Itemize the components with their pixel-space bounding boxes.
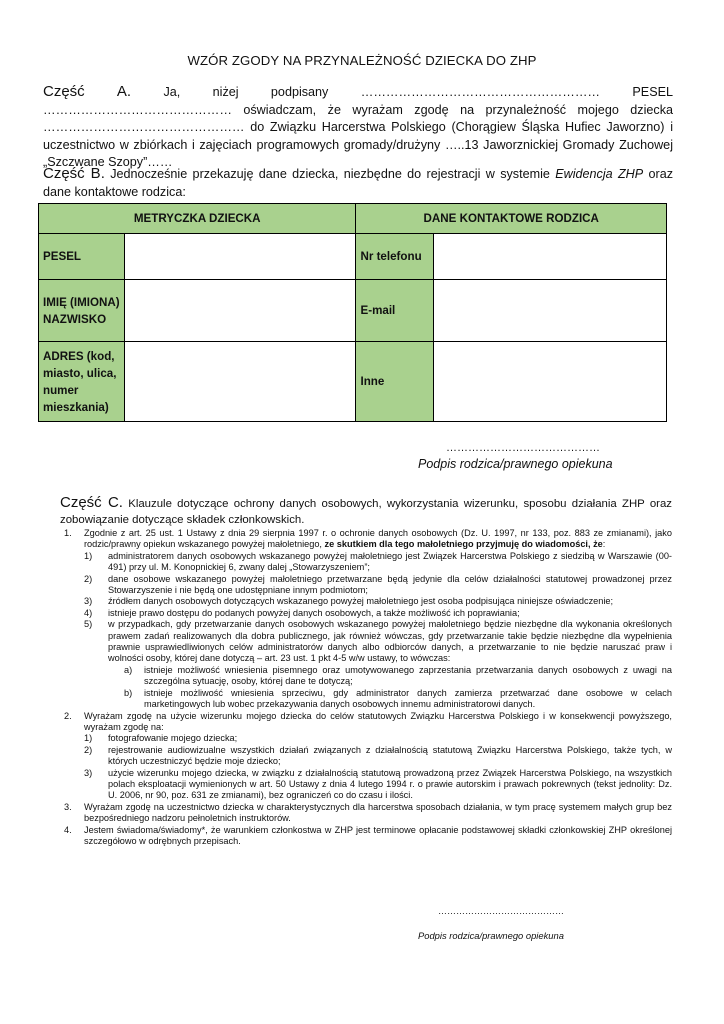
item-text: Wyrażam zgodę na użycie wizerunku mojego dziecka do celów statutowych Związku Harcerstwa Polskiego i w konsekwencji powyższego, wyrażam zgodę na: [84,710,672,732]
sub-text: w przypadkach, gdy przetwarzanie danych osobowych wskazanego powyżej małoletniego będzie niezbędne dla wykonania określonych prawem zadań realizowanych dla dobra publicznego, jak również wówczas, gdy przetwarzanie takie będzie niezbędne dla wypełnienia prawnie usprawiedliwionych celów administratorów danych albo odbiorców danych, a przetwarzanie to nie będzie naruszać praw i wolności osoby, której dane dotyczą – art. 23 ust. 1 pkt 4-5 w/w ustawy, to wówczas: [108,619,672,664]
data-table [38,203,667,422]
table-row [39,342,667,422]
signature-label-1: Podpis rodzica/prawnego opiekuna [418,457,613,471]
item-text: Zgodnie z art. 25 ust. 1 Ustawy z dnia 29 sierpnia 1997 r. o ochronie danych osobowych (Dz. U. 1997, nr 133, poz. 883 ze zmianami), jako rodzic/prawny opiekun wskazanego powyżej małoletniego, [84,528,672,550]
part-a [43,83,673,172]
part-c [60,495,672,528]
part-a-line1: Ja, niżej podpisany ………………………………………………… PESEL ……………………………………… oświadczam, [43,85,674,117]
list-item [60,528,672,711]
part-b-text-before: Jednocześnie przekazuję dane dziecka, niezbędne do rejestracji w systemie [104,167,556,181]
sub-text: fotografowanie mojego dziecka; [108,733,238,744]
part-c-text: Klauzule dotyczące ochrony danych osobowych, wykorzystania wizerunku, sposobu działania ZHP oraz zobowiązanie dotyczące składek członkowskich. [60,498,673,526]
sub-item [84,596,672,607]
sub-number: 2) [84,573,93,584]
table-row [39,234,667,280]
sub-number: 2) [84,744,93,755]
address-field[interactable] [124,342,356,422]
sub-text: istnieje możliwość wniesienia sprzeciwu, gdy administrator danych zamierza przetwarzać dane osobowe w celach marketingowych lub wobec przekazywania danych osobowych innemu administratorowi danych. [144,687,672,710]
sub-number: 1) [84,733,93,744]
sub-number: 3) [84,596,93,607]
name-field[interactable] [124,280,356,342]
sub-text: rejestrowanie audiowizualne wszystkich działań związanych z działalnością statutową Związku Harcerstwa Polskiego, także tych, w których uczestniczyć będzie moje dziecko; [108,744,672,767]
sub-sub-item [84,688,672,711]
list-item [60,711,672,802]
sub-item [84,768,672,802]
sub-item [84,619,672,665]
item-number: 2. [64,710,72,721]
email-field[interactable] [434,280,667,342]
item-text-after: : [602,539,606,550]
phone-field[interactable] [434,234,667,280]
sub-number: 3) [84,767,93,778]
part-b [43,165,673,201]
part-b-system-name: Ewidencja ZHP [555,167,644,181]
pesel-field[interactable] [124,234,356,280]
sub-number: a) [124,664,133,675]
part-a-text: że wyrażam zgodę na przynależność mojego dziecka ………………………………………… do Związku Harcerstwa Polskiego (Chorągiew Śląska Hufiec Jaworzno) i uczestnictwo w zbiórkach i zajęciach programowych gromady/drużyny …..13 Jaworznickiej Gromady Zuchowej „Szczwane Szopy”…… [43,102,673,169]
sub-text: administratorem danych osobowych wskazanego powyżej małoletniego jest Związek Harcerstwa Polskiego z siedzibą w Warszawie (00-491) przy ul. M. Konopnickiej 6, zwany dalej „Stowarzyszeniem”; [108,550,672,573]
item-number: 4. [64,824,72,835]
item-number: 1. [64,528,72,538]
clauses-list [60,528,672,847]
part-c-heading: Część C. [60,494,123,511]
item-bold-text: ze skutkiem dla tego małoletniego przyjmuję do wiadomości, że [324,539,603,550]
right-header: DANE KONTAKTOWE RODZICA [356,204,667,234]
email-label: E-mail [356,280,434,342]
sub-item [84,574,672,597]
sub-item [84,745,672,768]
item-number: 3. [64,801,72,812]
sub-number: 1) [84,550,93,561]
table-row [39,280,667,342]
sub-text: dane osobowe wskazanego powyżej małoletniego przetwarzane będą jedynie dla celów działalności statutowej prowadzonej przez Stowarzyszenie i nie będą one udostępniane innym podmiotom; [108,573,672,596]
sub-item [84,551,672,574]
sub-number: b) [124,687,133,698]
sub-text: użycie wizerunku mojego dziecka, w związku z działalnością statutową prowadzoną przez Związek Harcerstwa Polskiego, na wszystkich polach eksploatacji wymienionych w art. 50 Ustawy z dnia 4 lutego 1994 r. o prawie autorskim i prawach pokrewnych (tekst jednolity: Dz. U. 2006, nr 90, poz. 631 ze zmianami), bez ograniczeń co do czasu i ilości. [108,767,672,801]
sub-number: 4) [84,607,93,618]
signature-line-2: …………………………………… [438,906,564,916]
list-item [60,802,672,825]
sub-text: źródłem danych osobowych dotyczących wskazanego powyżej małoletniego jest osoba podpisująca niniejsze oświadczenie; [108,596,614,607]
item-text: Jestem świadoma/świadomy*, że warunkiem członkostwa w ZHP jest terminowe opłacanie podstawowej składki członkowskiej ZHP określonej szczegółowo w odrębnych przepisach. [84,824,672,846]
other-label: Inne [356,342,434,422]
address-label: ADRES (kod, miasto, ulica, numer mieszkania) [39,342,125,422]
document-title: WZÓR ZGODY NA PRZYNALEŻNOŚĆ DZIECKA DO ZHP [187,53,537,68]
other-field[interactable] [434,342,667,422]
part-a-heading: Część A. [43,83,132,100]
list-item [60,825,672,848]
pesel-label: PESEL [39,234,125,280]
sub-item [84,733,672,744]
signature-line-1: …………………………………… [446,442,600,454]
part-b-text-after: oraz dane kontaktowe rodzica: [43,167,673,199]
part-b-heading: Część B. [43,165,105,182]
sub-text: istnieje prawo dostępu do podanych powyżej danych osobowych, a także możliwość ich poprawiania; [108,607,520,618]
left-header: METRYCZKA DZIECKA [39,204,356,234]
sub-number: 5) [84,619,93,630]
phone-label: Nr telefonu [356,234,434,280]
signature-label-2: Podpis rodzica/prawnego opiekuna [418,930,564,941]
sub-text: istnieje możliwość wniesienia pisemnego oraz umotywowanego zaprzestania przetwarzania danych osobowych z uwagi na szczególna sytuację, osoby, której dane te dotyczą; [144,664,672,687]
sub-item [84,608,672,619]
name-label: IMIĘ (IMIONA) NAZWISKO [39,280,125,342]
sub-sub-item [84,665,672,688]
item-text: Wyrażam zgodę na uczestnictwo dziecka w charakterystycznych dla harcerstwa sposobach działania, w tym pracę systemem małych grup bez bezpośredniego nadzoru pełnoletnich instruktorów. [84,801,672,824]
